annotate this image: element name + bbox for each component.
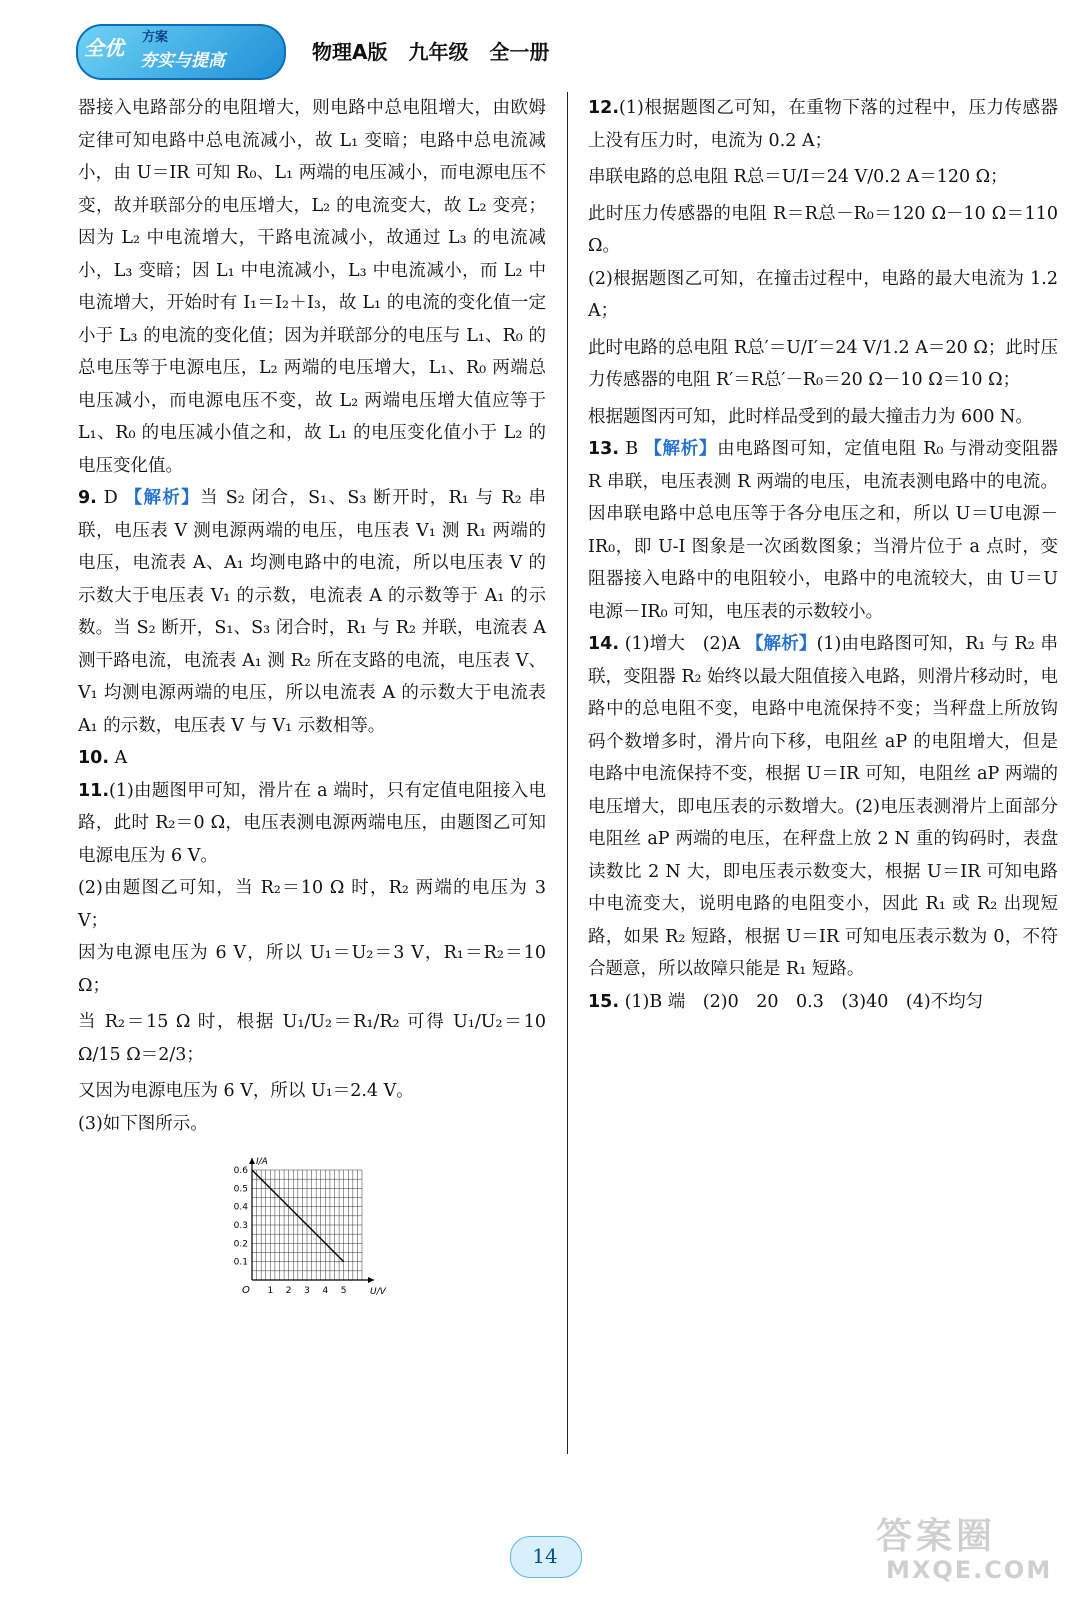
answer-11-part1 <box>78 775 546 873</box>
answer-choice: (1)增大 (2)A <box>624 634 741 654</box>
x-tick-label: 4 <box>322 1286 329 1296</box>
question-number: 9. <box>78 488 97 508</box>
answer-15 <box>588 986 1058 1019</box>
answer-14 <box>588 628 1058 986</box>
answer-text: (1)由题图甲可知，滑片在 a 端时，只有定值电阻接入电路，此时 R₂＝0 Ω，电压表测电源两端电压，由题图乙可知电源电压为 6 V。 <box>78 780 546 866</box>
answer-11-part3: 因为电源电压为 6 V，所以 U₁＝U₂＝3 V，R₁＝R₂＝10 Ω； <box>78 943 546 996</box>
iu-graph <box>216 1150 386 1300</box>
answer-11-part6: (3)如下图所示。 <box>78 1113 208 1134</box>
answer-11-ratio: 当 R₂＝15 Ω 时，根据 U₁/U₂＝R₁/R₂ 可得 U₁/U₂＝10 Ω/15 Ω＝2/3； <box>78 1012 546 1065</box>
logo-text-sub: 方案 <box>142 30 169 45</box>
book-logo <box>76 22 286 78</box>
question-number: 15. <box>588 991 620 1012</box>
page-header <box>76 22 1056 82</box>
analysis-tag: 【解析】 <box>124 488 201 508</box>
page-number: 14 <box>532 1544 558 1568</box>
answer-12-part5: 此时电路的总电阻 R总′＝U/I′＝24 V/1.2 A＝20 Ω；此时压力传感器的电阻 R′＝R总′－R₀＝20 Ω－10 Ω＝10 Ω； <box>588 337 1058 390</box>
answer-12-part6: 根据题图丙可知，此时样品受到的最大撞击力为 600 N。 <box>588 406 1033 427</box>
y-tick-label: 0.1 <box>233 1257 248 1268</box>
logo-text-main: 全优 <box>84 36 124 60</box>
answer-8-continued: 器接入电路部分的电阻增大，则电路中总电阻增大，由欧姆定律可知电路中总电流减小，故 L₁ 变暗；电路中总电流减小，由 U＝IR 可知 R₀、L₁ 两端的电压减小，而电源电压不变，故并联部分的电压增大，L₂ 的电流变大，故 L₂ 变亮；因为 L₂ 中电流增大，干路电流减小，故通过 L₃ 的电流减小，L₃ 变暗；因 L₁ 中电流减小，L₃ 中电流减小，而 L₂ 中电流增大，开始时有 I₁＝I₂＋I₃，故 L₁ 的电流的变化值一定小于 L₃ 的电流的变化值；因为并联部分的电压与 L₁、R₀ 的总电压等于电源电压，L₂ 两端的电压增大，L₁、R₀ 两端总电压减小，而电源电压不变，故 L₂ 两端电压增大值应等于 L₁、R₀ 的电压减小值之和，故 L₁ 的电压变化值小于 L₂ 的电压变化值。 <box>78 98 546 476</box>
answer-12-part1 <box>588 92 1058 157</box>
watermark-url: MXQE.COM <box>886 1556 1053 1584</box>
x-axis-label: U/V <box>370 1287 386 1297</box>
watermark <box>866 1508 1066 1594</box>
logo-text-slogan: 夯实与提高 <box>140 51 225 71</box>
analysis-text: 由电路图可知，定值电阻 R₀ 与滑动变阻器 R 串联，电压表测 R 两端的电压，电流表测电路中的电流。因串联电路中总电压等于各分电压之和，所以 U＝U电源－IR₀，即 U-I 图象是一次函数图象；当滑片位于 a 点时，变阻器接入电路中的电阻较小，电路中的电流较大，由 U＝U电源－IR₀ 可知，电压表的示数较小。 <box>588 439 1058 622</box>
watermark-text: 答案圈 <box>876 1516 997 1557</box>
analysis-tag: 【解析】 <box>644 439 718 459</box>
x-tick-label: 3 <box>304 1286 310 1296</box>
answer-choice: B <box>625 439 639 459</box>
y-axis-arrow <box>249 1158 255 1164</box>
y-tick-label: 0.5 <box>233 1184 248 1195</box>
analysis-text: 当 S₂ 闭合，S₁、S₃ 断开时，R₁ 与 R₂ 串联，电压表 V 测电源两端的电压，电压表 V₁ 测 R₁ 两端的电压，电流表 A、A₁ 均测电路中的电流，所以电压表 V 的示数大于电压表 V₁ 的示数，电流表 A 的示数等于 A₁ 的示数。当 S₂ 断开，S₁、S₃ 闭合时，R₁ 与 R₂ 并联，电流表 A 测干路电流，电流表 A₁ 测 R₂ 所在支路的电流，电压表 V、V₁ 均测电源两端的电压，所以电流表 A 的示数大于电流表 A₁ 的示数，电压表 V 与 V₁ 示数相等。 <box>78 488 546 736</box>
answer-text: (1)根据题图乙可知，在重物下落的过程中，压力传感器上没有压力时，电流为 0.2 A； <box>588 98 1058 151</box>
answer-12-part2: 串联电路的总电阻 R总＝U/I＝24 V/0.2 A＝120 Ω； <box>588 167 1008 187</box>
y-tick-label: 0.6 <box>233 1166 248 1176</box>
question-number: 13. <box>588 439 620 459</box>
left-column <box>78 92 546 1312</box>
y-tick-label: 0.2 <box>233 1239 248 1250</box>
question-number: 10. <box>78 748 110 768</box>
right-column <box>588 92 1058 1018</box>
question-number: 12. <box>588 98 620 118</box>
answer-12-part4: (2)根据题图乙可知，在撞击过程中，电路的最大电流为 1.2 A； <box>588 268 1058 321</box>
answer-choice: A <box>114 748 128 768</box>
answer-text: (1)B 端 (2)0 20 0.3 (3)40 (4)不均匀 <box>624 991 984 1012</box>
x-tick-label: 2 <box>285 1286 292 1296</box>
analysis-text: (1)由电路图可知，R₁ 与 R₂ 串联，变阻器 R₂ 始终以最大阻值接入电路，则滑片移动时，电路中的总电阻不变，电路中电流保持不变；当秤盘上所放钩码个数增多时，滑片向下移，电阻丝 aP 的电阻增大，但是电路中电流保持不变，根据 U＝IR 可知，电阻丝 aP 两端的电压增大，即电压表的示数增大。(2)电压表测滑片上面部分电阻丝 aP 两端的电压，在秤盘上放 2 N 重的钩码时，表盘读数比 2 N 大，即电压表示数变大，根据 U＝IR 可知电路中电流变大，说明电路的电阻变小，因此 R₁ 或 R₂ 出现短路，如果 R₂ 短路，根据 U＝IR 可知电压表示数为 0，不符合题意，所以故障只能是 R₁ 短路。 <box>588 634 1058 979</box>
x-axis-arrow <box>368 1277 374 1283</box>
answer-11-part2: (2)由题图乙可知，当 R₂＝10 Ω 时，R₂ 两端的电压为 3 V； <box>78 878 546 931</box>
book-title: 物理A版 九年级 全一册 <box>312 40 550 64</box>
analysis-tag: 【解析】 <box>745 634 817 654</box>
answer-9 <box>78 482 546 742</box>
answer-choice: D <box>103 488 118 508</box>
question-number: 11. <box>78 780 110 801</box>
y-axis-label: I/A <box>256 1157 268 1167</box>
answer-10 <box>78 742 546 775</box>
y-tick-label: 0.3 <box>233 1221 248 1231</box>
column-divider <box>567 92 568 1454</box>
answer-11-part5: 又因为电源电压为 6 V，所以 U₁＝2.4 V。 <box>78 1081 414 1101</box>
x-tick-label: 1 <box>267 1286 274 1296</box>
answer-12-part3: 此时压力传感器的电阻 R＝R总－R₀＝120 Ω－10 Ω＝110 Ω。 <box>588 203 1058 256</box>
answer-13 <box>588 433 1058 628</box>
y-tick-label: 0.4 <box>233 1202 248 1213</box>
x-tick-label: 5 <box>340 1286 347 1296</box>
question-number: 14. <box>588 634 620 654</box>
origin-label: O <box>242 1285 250 1296</box>
page-number-badge <box>510 1536 590 1580</box>
